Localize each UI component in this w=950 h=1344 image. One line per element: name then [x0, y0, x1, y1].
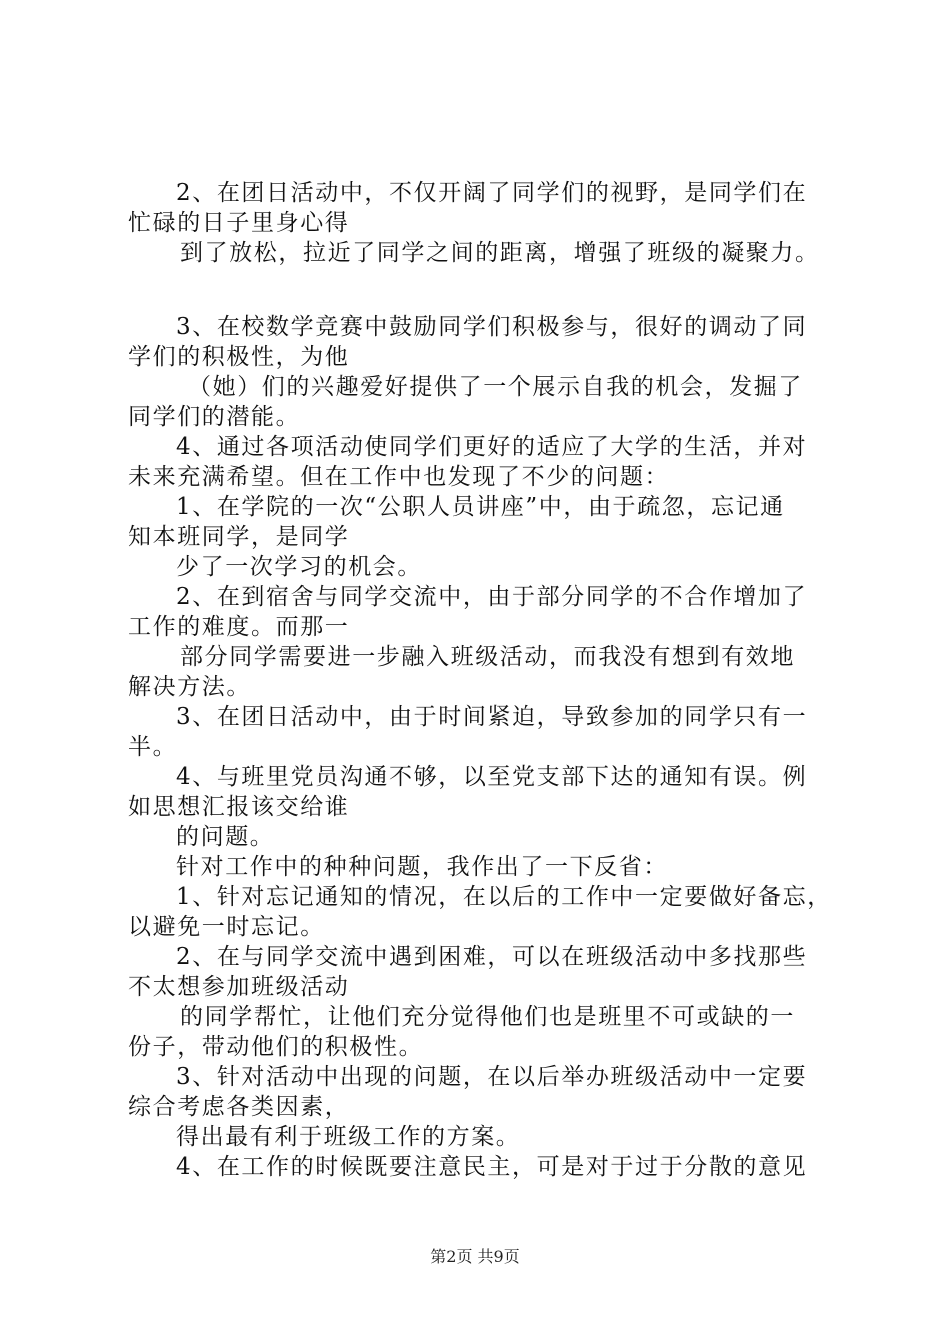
text-line: 3、在校数学竞赛中鼓励同学们积极参与，很好的调动了同 [176, 314, 808, 340]
text-line: 如思想汇报该交给谁 [128, 794, 350, 820]
text-line: 到了放松，拉近了同学之间的距离，增强了班级的凝聚力。 [180, 240, 820, 266]
text-line: 学们的积极性，为他 [128, 344, 350, 370]
text-line: 得出最有利于班级工作的方案。 [176, 1124, 521, 1150]
text-line: 知本班同学，是同学 [128, 524, 350, 550]
text-line: 以避免一时忘记。 [128, 914, 325, 940]
text-line: 工作的难度。而那一 [128, 614, 350, 640]
text-line: 综合考虑各类因素， [128, 1094, 350, 1120]
text-line: 2、在与同学交流中遇到困难，可以在班级活动中多找那些 [176, 944, 808, 970]
text-line: 3、针对活动中出现的问题，在以后举办班级活动中一定要 [176, 1064, 808, 1090]
text-line: 少了一次学习的机会。 [176, 554, 422, 580]
text-line: 针对工作中的种种问题，我作出了一下反省： [176, 854, 668, 880]
text-line: 2、在团日活动中，不仅开阔了同学们的视野，是同学们在 [176, 180, 808, 206]
text-line: 3、在团日活动中，由于时间紧迫，导致参加的同学只有一 [176, 704, 808, 730]
text-line: 同学们的潜能。 [128, 404, 301, 430]
text-line: 不太想参加班级活动 [128, 974, 350, 1000]
text-line: 4、在工作的时候既要注意民主，可是对于过于分散的意见 [176, 1154, 808, 1180]
page-number-footer: 第2页 共9页 [430, 1247, 520, 1266]
text-line: （她）们的兴趣爱好提供了一个展示自我的机会，发掘了 [188, 374, 803, 400]
document-body [128, 178, 848, 1182]
text-line: 部分同学需要进一步融入班级活动，而我没有想到有效地 [180, 644, 795, 670]
text-line: 2、在到宿舍与同学交流中，由于部分同学的不合作增加了 [176, 584, 808, 610]
text-line: 4、与班里党员沟通不够，以至党支部下达的通知有误。例 [176, 764, 808, 790]
text-line: 半。 [128, 734, 178, 760]
paragraph-gap [128, 268, 848, 312]
text-line: 份子，带动他们的积极性。 [128, 1034, 424, 1060]
text-line: 4、通过各项活动使同学们更好的适应了大学的生活，并对 [176, 434, 808, 460]
text-line: 解决方法。 [128, 674, 251, 700]
text-line: 的问题。 [176, 824, 275, 850]
text-line: 的同学帮忙，让他们充分觉得他们也是班里不可或缺的一 [180, 1004, 795, 1030]
text-line: 1、在学院的一次“公职人员讲座”中，由于疏忽，忘记通 [176, 494, 785, 520]
text-line: 未来充满希望。但在工作中也发现了不少的问题： [128, 464, 670, 490]
text-line: 忙碌的日子里身心得 [128, 210, 350, 236]
text-line: 1、针对忘记通知的情况，在以后的工作中一定要做好备忘， [176, 884, 832, 910]
